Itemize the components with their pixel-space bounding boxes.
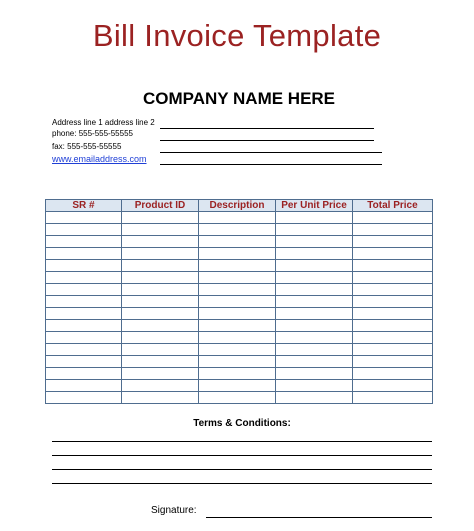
table-cell[interactable] — [199, 248, 276, 260]
table-cell[interactable] — [353, 296, 433, 308]
table-row — [46, 368, 433, 380]
table-cell[interactable] — [46, 332, 122, 344]
signature-line[interactable] — [206, 517, 432, 518]
table-cell[interactable] — [199, 368, 276, 380]
table-cell[interactable] — [276, 368, 353, 380]
table-cell[interactable] — [276, 296, 353, 308]
table-cell[interactable] — [353, 236, 433, 248]
fax-label: fax: 555-555-55555 — [52, 142, 122, 151]
terms-line[interactable] — [52, 455, 432, 456]
table-row — [46, 260, 433, 272]
header-sr: SR # — [46, 200, 122, 212]
table-cell[interactable] — [276, 356, 353, 368]
table-cell[interactable] — [276, 212, 353, 224]
table-cell[interactable] — [353, 344, 433, 356]
table-cell[interactable] — [199, 272, 276, 284]
table-cell[interactable] — [46, 212, 122, 224]
table-cell[interactable] — [46, 260, 122, 272]
table-row — [46, 344, 433, 356]
table-row — [46, 332, 433, 344]
table-cell[interactable] — [46, 380, 122, 392]
table-row — [46, 224, 433, 236]
document-title: Bill Invoice Template — [92, 18, 382, 53]
table-cell[interactable] — [122, 344, 199, 356]
table-cell[interactable] — [46, 356, 122, 368]
table-cell[interactable] — [199, 320, 276, 332]
company-name: COMPANY NAME HERE — [142, 89, 336, 108]
terms-line[interactable] — [52, 441, 432, 442]
table-cell[interactable] — [122, 380, 199, 392]
header-product-id: Product ID — [122, 200, 199, 212]
table-cell[interactable] — [122, 212, 199, 224]
table-cell[interactable] — [199, 392, 276, 404]
table-cell[interactable] — [276, 224, 353, 236]
table-cell[interactable] — [276, 308, 353, 320]
table-cell[interactable] — [46, 320, 122, 332]
address-label: Address line 1 address line 2 — [52, 118, 155, 127]
table-cell[interactable] — [46, 248, 122, 260]
table-cell[interactable] — [46, 284, 122, 296]
fax-line[interactable] — [160, 152, 382, 153]
table-cell[interactable] — [122, 284, 199, 296]
table-cell[interactable] — [353, 248, 433, 260]
table-cell[interactable] — [122, 260, 199, 272]
table-cell[interactable] — [46, 344, 122, 356]
table-cell[interactable] — [353, 332, 433, 344]
table-cell[interactable] — [276, 260, 353, 272]
table-cell[interactable] — [122, 332, 199, 344]
table-cell[interactable] — [353, 320, 433, 332]
table-cell[interactable] — [353, 212, 433, 224]
email-link[interactable]: www.emailaddress.com — [52, 154, 147, 164]
table-cell[interactable] — [276, 272, 353, 284]
table-cell[interactable] — [276, 236, 353, 248]
table-cell[interactable] — [122, 368, 199, 380]
table-cell[interactable] — [46, 368, 122, 380]
address-line[interactable] — [160, 128, 374, 129]
table-cell[interactable] — [46, 308, 122, 320]
table-cell[interactable] — [199, 236, 276, 248]
table-cell[interactable] — [199, 380, 276, 392]
table-cell[interactable] — [199, 284, 276, 296]
table-cell[interactable] — [276, 392, 353, 404]
phone-label: phone: 555-555-55555 — [52, 129, 133, 138]
table-cell[interactable] — [122, 272, 199, 284]
table-cell[interactable] — [46, 296, 122, 308]
table-row — [46, 272, 433, 284]
table-row — [46, 236, 433, 248]
items-body — [46, 212, 433, 404]
email-line[interactable] — [160, 164, 382, 165]
table-cell[interactable] — [199, 296, 276, 308]
table-cell[interactable] — [122, 392, 199, 404]
table-cell[interactable] — [122, 356, 199, 368]
table-cell[interactable] — [353, 224, 433, 236]
table-cell[interactable] — [353, 308, 433, 320]
table-row — [46, 380, 433, 392]
table-cell[interactable] — [276, 380, 353, 392]
table-cell[interactable] — [199, 344, 276, 356]
table-cell[interactable] — [46, 224, 122, 236]
table-cell[interactable] — [276, 332, 353, 344]
table-row — [46, 248, 433, 260]
terms-heading: Terms & Conditions: — [193, 418, 291, 429]
items-header-row — [46, 200, 433, 212]
table-cell[interactable] — [46, 272, 122, 284]
items-table — [45, 199, 433, 404]
table-cell[interactable] — [353, 392, 433, 404]
table-cell[interactable] — [122, 296, 199, 308]
table-cell[interactable] — [122, 248, 199, 260]
table-cell[interactable] — [276, 320, 353, 332]
table-cell[interactable] — [199, 224, 276, 236]
header-total-price: Total Price — [353, 200, 433, 212]
header-unit-price: Per Unit Price — [276, 200, 353, 212]
table-cell[interactable] — [199, 356, 276, 368]
terms-line[interactable] — [52, 469, 432, 470]
table-row — [46, 284, 433, 296]
table-cell[interactable] — [276, 248, 353, 260]
table-cell[interactable] — [353, 260, 433, 272]
table-cell[interactable] — [199, 332, 276, 344]
table-cell[interactable] — [353, 368, 433, 380]
header-description: Description — [199, 200, 276, 212]
table-cell[interactable] — [276, 344, 353, 356]
table-row — [46, 296, 433, 308]
signature-label: Signature: — [151, 505, 197, 516]
table-cell[interactable] — [353, 272, 433, 284]
table-row — [46, 356, 433, 368]
table-cell[interactable] — [122, 320, 199, 332]
table-cell[interactable] — [353, 284, 433, 296]
table-cell[interactable] — [46, 236, 122, 248]
terms-line[interactable] — [52, 483, 432, 484]
table-cell[interactable] — [199, 308, 276, 320]
table-row — [46, 392, 433, 404]
table-cell[interactable] — [122, 308, 199, 320]
table-cell[interactable] — [353, 380, 433, 392]
table-cell[interactable] — [276, 284, 353, 296]
table-cell[interactable] — [122, 236, 199, 248]
table-cell[interactable] — [199, 212, 276, 224]
table-row — [46, 212, 433, 224]
table-row — [46, 308, 433, 320]
table-cell[interactable] — [199, 260, 276, 272]
phone-line[interactable] — [160, 140, 374, 141]
table-row — [46, 320, 433, 332]
table-cell[interactable] — [353, 356, 433, 368]
table-cell[interactable] — [46, 392, 122, 404]
table-cell[interactable] — [122, 224, 199, 236]
